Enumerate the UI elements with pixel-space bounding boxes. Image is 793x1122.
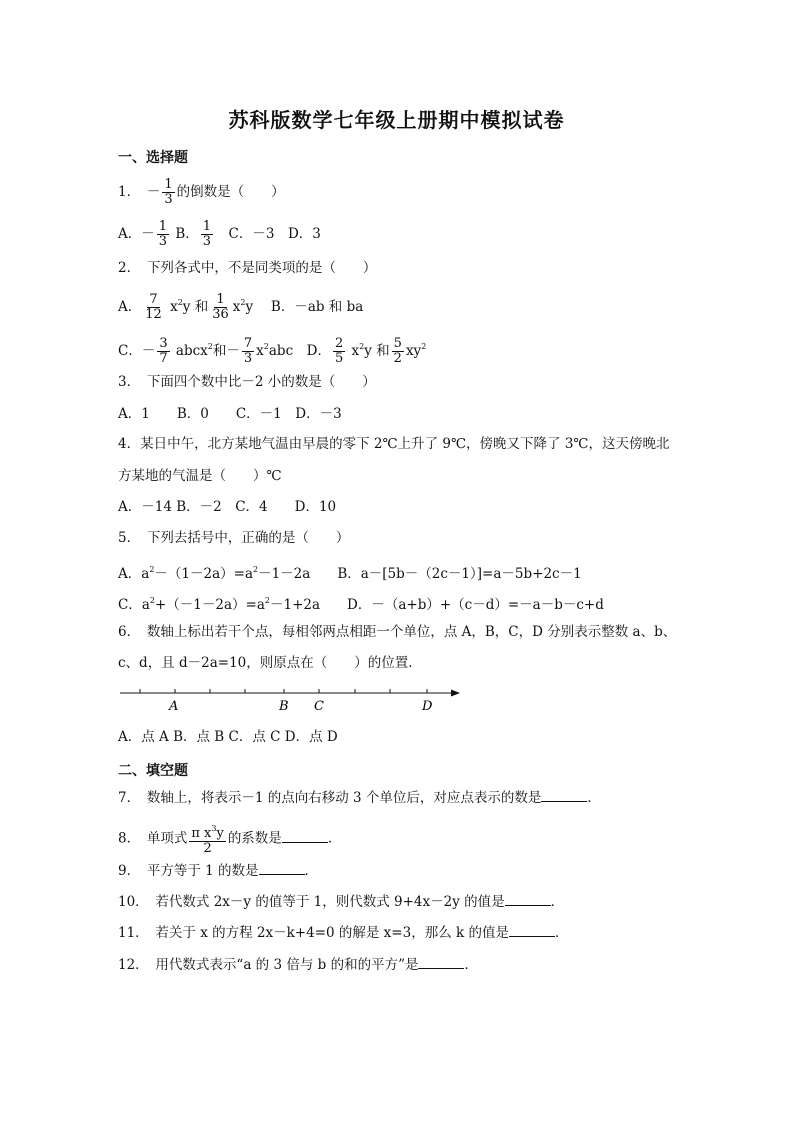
question-2-options-ab: A． $\frac{7}{12}$ $x^2y$ 和 $\frac{1}{36}$ $x^2y$ B．－ab 和 ba <box>118 292 364 322</box>
fraction: $\frac{1}{3}$ <box>202 219 212 249</box>
section-heading-choice: 一、选择题 <box>118 150 188 166</box>
question-8: 8． 单项式 $\frac{\pi x^3y}{2}$ 的系数是 ． <box>118 824 342 856</box>
point-label-b: B <box>279 699 289 714</box>
question-4-line-1: 4．某日中午，北方某地气温由早晨的零下 2℃上升了 9℃，傍晚又下降了 3℃，这天傍晚北 <box>118 436 670 452</box>
question-11: 11． 若关于 x 的方程 2x－k+4=0 的解是 x=3，那么 k 的值是 ． <box>118 922 568 944</box>
question-9: 9． 平方等于 1 的数是 ． <box>118 860 318 882</box>
answer-blank[interactable] <box>259 860 305 875</box>
answer-blank[interactable] <box>509 922 555 937</box>
number-line-diagram <box>118 680 468 720</box>
question-4-options: A．－14 B．－2 C．4 D．10 <box>118 499 337 515</box>
answer-blank[interactable] <box>541 787 587 802</box>
question-7: 7． 数轴上，将表示－1 的点向右移动 3 个单位后，对应点表示的数是 ． <box>118 787 601 809</box>
fraction: $\frac{7}{12}$ <box>145 292 162 322</box>
answer-blank[interactable] <box>418 954 464 969</box>
fraction: $\frac{7}{3}$ <box>243 336 253 366</box>
question-2: 2． 下列各式中，不是同类项的是（ ） <box>118 260 377 276</box>
question-4-line-2: 方某地的气温是（ ）℃ <box>118 468 282 484</box>
question-5-options-cd: C．$a^2+(-1-2a)=a^2-1+2a$ D．－（a+b）+（c－d）=－a－b－c+d <box>118 596 604 613</box>
point-label-c: C <box>314 699 324 714</box>
question-5: 5． 下列去括号中，正确的是（ ） <box>118 530 350 546</box>
fraction: $\frac{1}{36}$ <box>212 292 229 322</box>
number-line-ticks <box>140 689 427 693</box>
question-5-options-ab: A．$a^2-(1-2a)=a^2-1-2a$ B．a－[5b－（2c－1）]=a－5b+2c－1 <box>118 565 582 582</box>
question-6-options: A．点 A B．点 B C．点 C D．点 D <box>118 729 338 745</box>
answer-blank[interactable] <box>505 891 551 906</box>
question-10: 10． 若代数式 2x－y 的值等于 1，则代数式 9+4x－2y 的值是 ． <box>118 891 564 913</box>
answer-blank[interactable] <box>282 828 328 843</box>
question-6-line-2: c、d，且 d－2a=10，则原点在（ ）的位置． <box>118 655 422 671</box>
fraction: $\frac{1}{3}$ <box>158 219 168 249</box>
fraction: $\frac{3}{7}$ <box>159 336 168 366</box>
question-1-options: A．－ $\frac{1}{3}$ B． $\frac{1}{3}$ C．－3 D．3 <box>118 219 321 249</box>
question-1: 1． － $\frac{1}{3}$ 的倒数是（ ） <box>118 177 285 207</box>
fraction: $\frac{5}{2}$ <box>393 336 402 366</box>
section-heading-fill: 二、填空题 <box>118 763 188 779</box>
question-6-line-1: 6． 数轴上标出若干个点，每相邻两点相距一个单位，点 A，B，C，D 分别表示整数 a、b、 <box>118 624 677 640</box>
question-3: 3． 下面四个数中比－2 小的数是（ ） <box>118 374 376 390</box>
point-label-a: A <box>169 699 179 714</box>
fraction: $\frac{\pi x^3y}{2}$ <box>191 824 224 856</box>
question-2-options-cd: C．－ $\frac{3}{7}$ abcx$^2$和－ $\frac{7}{3}$ $x^2abc$ D． $\frac{2}{5}$ $x^2y$ 和 $\frac{5}{2}$ $xy^2$ <box>118 336 427 366</box>
fraction: $\frac{1}{3}$ <box>164 177 173 207</box>
point-label-d: D <box>422 699 433 714</box>
question-12: 12． 用代数式表示“a 的 3 倍与 b 的和的平方”是 ． <box>118 954 478 976</box>
number-line-arrow <box>451 690 460 697</box>
page-title: 苏科版数学七年级上册期中模拟试卷 <box>228 108 565 132</box>
fraction: $\frac{2}{5}$ <box>334 336 344 366</box>
question-3-options: A．1 B．0 C．－1 D．－3 <box>118 406 342 422</box>
